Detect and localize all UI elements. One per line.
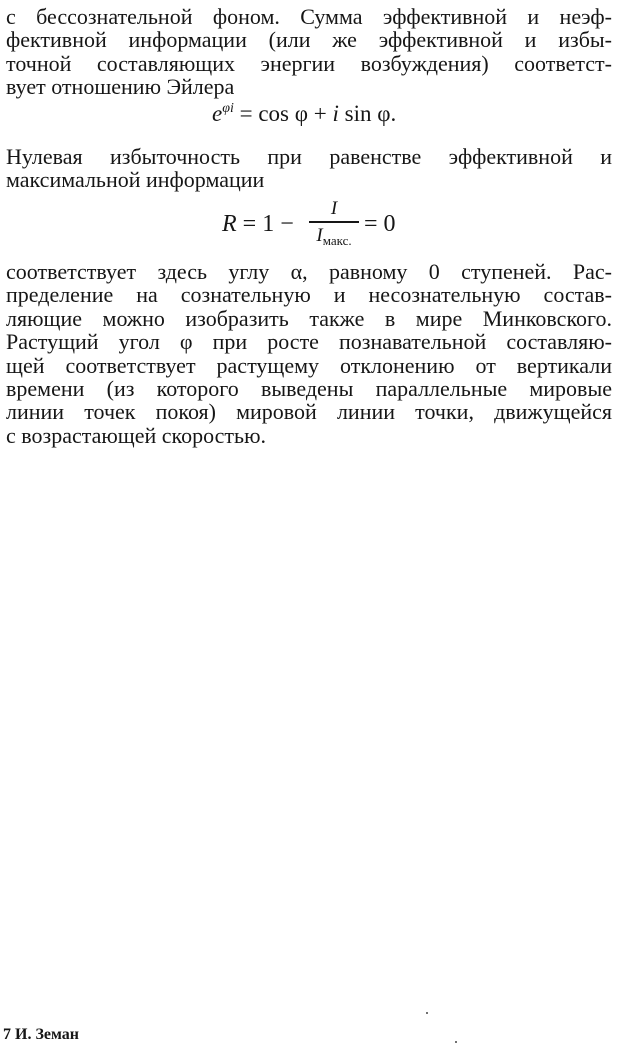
text-line: ляющие можно изобразить также в мире Минковского.	[6, 305, 612, 331]
fraction-subscript: макс.	[322, 232, 352, 248]
text-line: фективной информации (или же эффективной и избы-	[6, 27, 612, 53]
formula-rhs: = 0	[364, 211, 396, 237]
euler-tail: sin φ.	[338, 101, 397, 126]
text-line: с возрастающей скоростью.	[6, 422, 267, 448]
text-line: Растущий угол φ при росте познавательной составляю-	[6, 329, 612, 355]
page-signature: 7 И. Земан	[3, 1026, 79, 1043]
text-line: линии точек покоя) мировой линии точки, движущейся	[6, 399, 612, 425]
text-line: соответствует здесь углу α, равному 0 ступеней. Рас-	[6, 259, 612, 284]
paragraph-euler-intro	[6, 5, 612, 99]
text-line: вует отношению Эйлера	[6, 74, 235, 100]
fraction-denominator: $I_{макс.}$	[316, 224, 352, 248]
formula-fraction	[309, 198, 359, 247]
print-speck	[455, 1041, 457, 1043]
text-line: Нулевая избыточность при равенстве эффективной и	[6, 144, 612, 169]
euler-formula	[212, 101, 396, 127]
formula-lhs: R = 1 −	[222, 211, 294, 237]
text-line: щей соответствует растущему отклонению от вертикали	[6, 352, 612, 378]
text-line: времени (из которого выведены параллельные мировые	[6, 376, 612, 402]
euler-rhs: = cos φ +	[233, 101, 333, 126]
print-speck	[426, 1012, 428, 1014]
paragraph-minkowski	[6, 260, 612, 447]
euler-exponent: φi	[222, 101, 234, 116]
fraction-bar	[309, 221, 359, 223]
euler-base: e	[212, 101, 223, 126]
text-line: максимальной информации	[6, 167, 265, 193]
text-line: точной составляющих энергии возбуждения) соответст-	[6, 50, 612, 76]
fraction-numerator: I	[330, 198, 338, 219]
text-line: пределение на сознательную и несознательную состав-	[6, 282, 612, 308]
paragraph-zero-redundancy	[6, 145, 612, 192]
euler-imaginary-unit: i	[332, 101, 339, 126]
text-line: с бессознательной фоном. Сумма эффективной и неэф-	[6, 4, 612, 29]
